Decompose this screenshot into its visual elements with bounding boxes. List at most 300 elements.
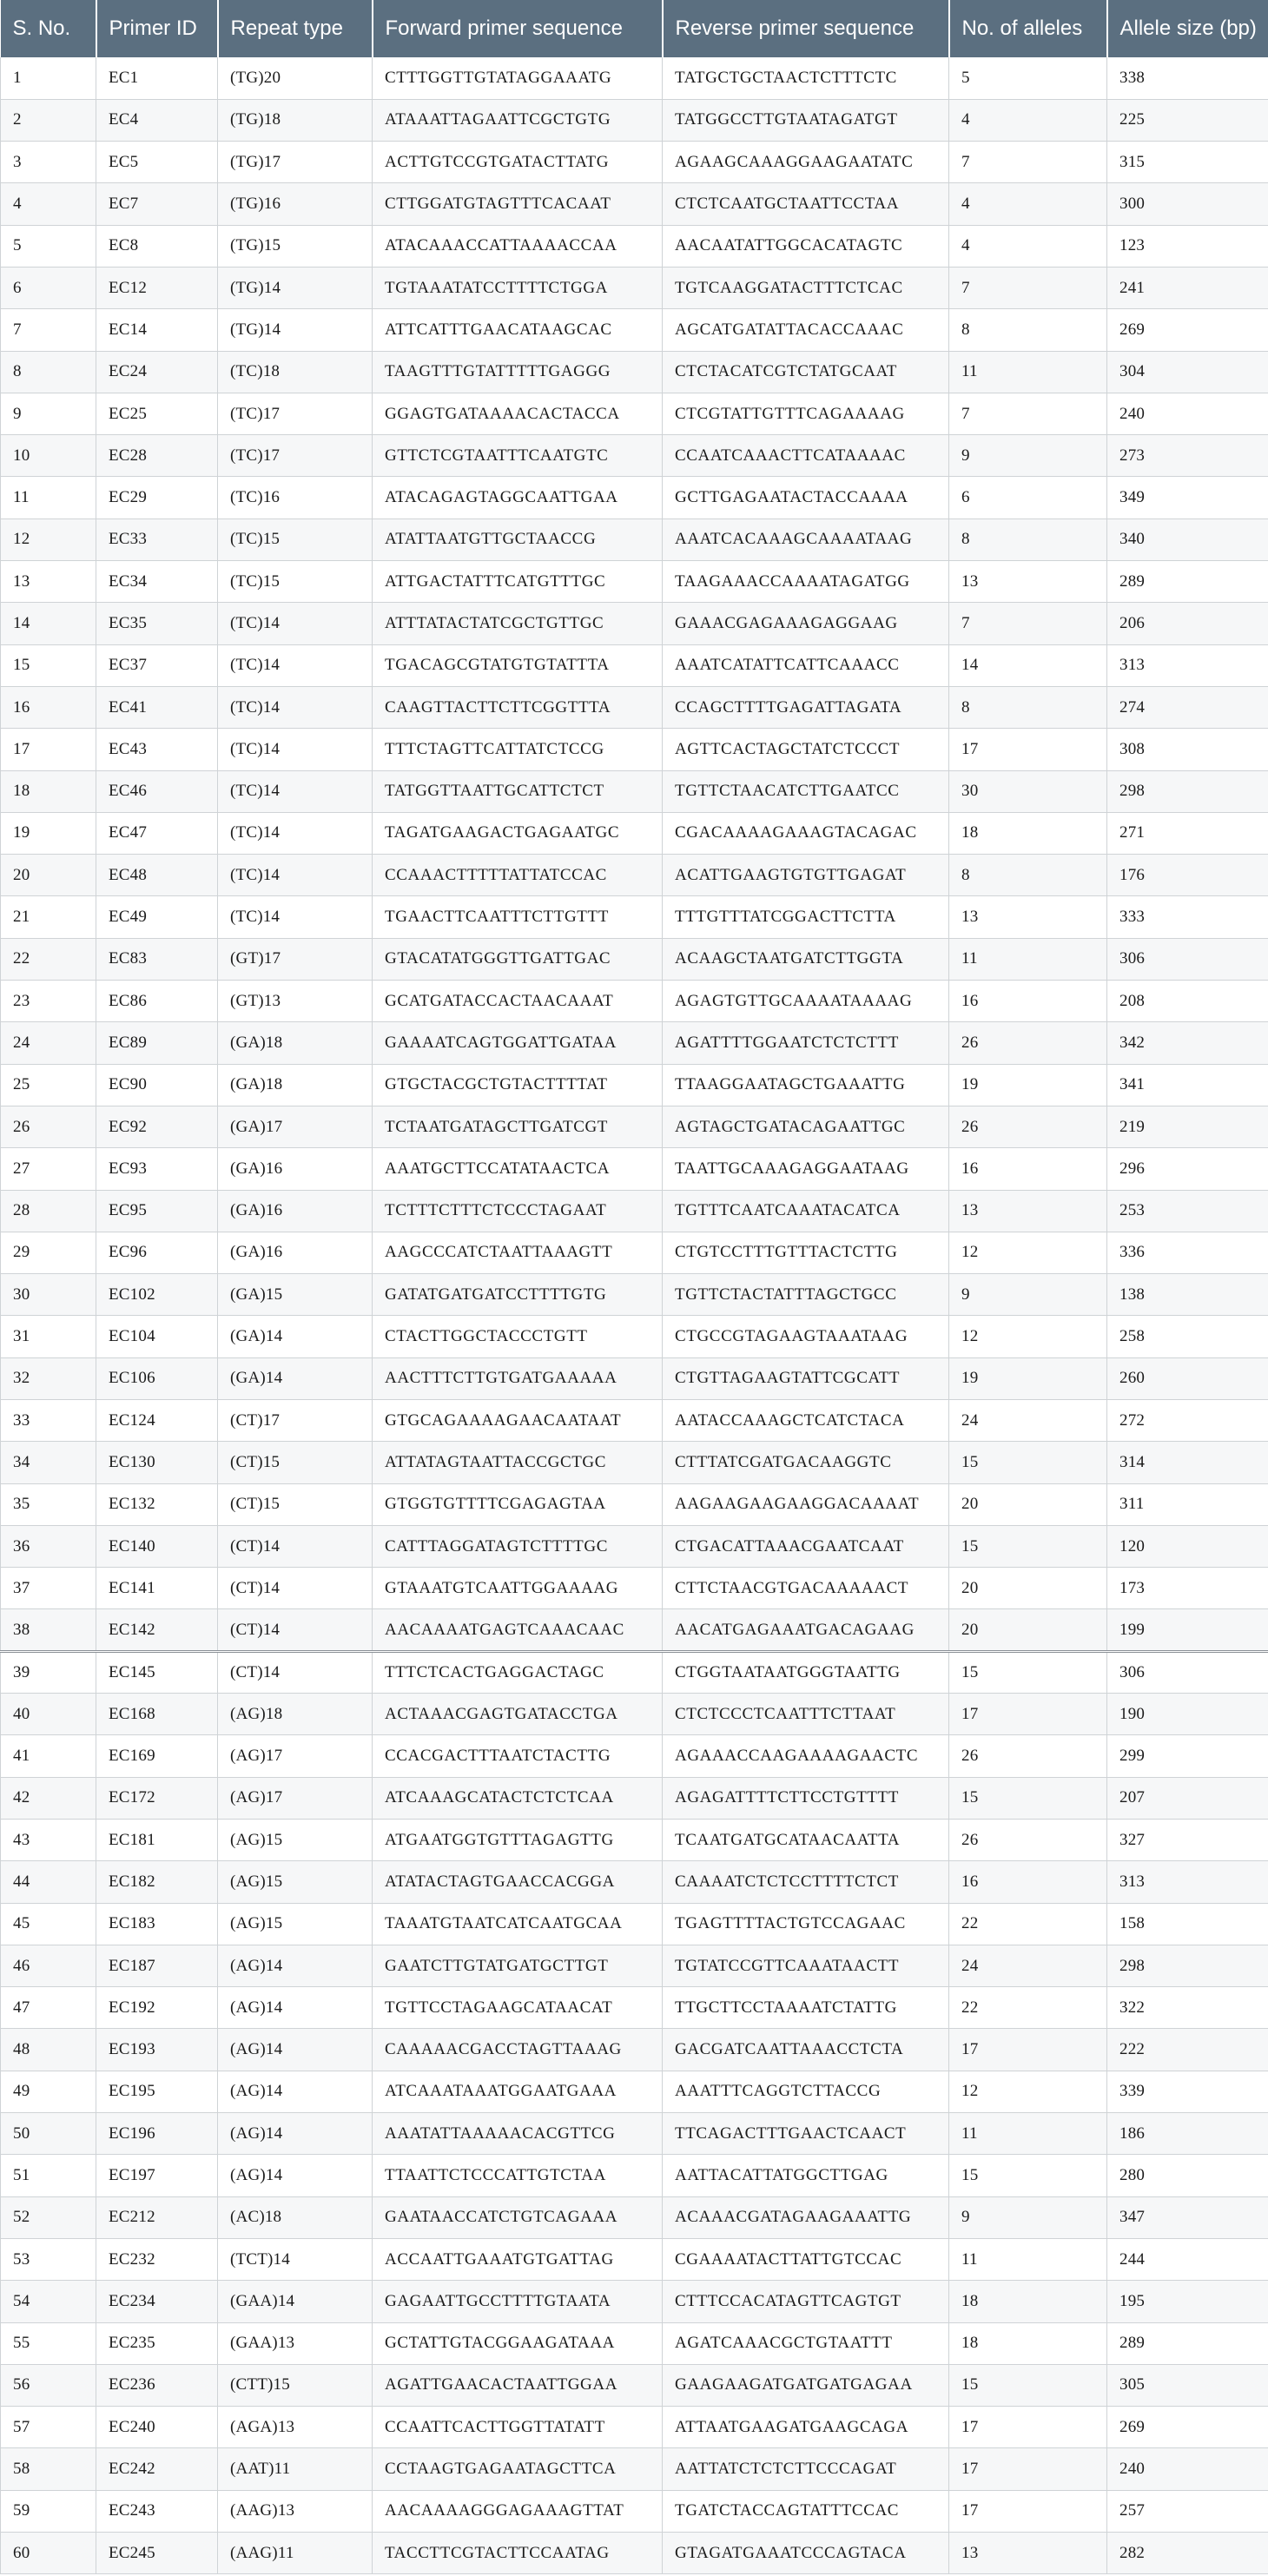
cell-allele-size: 253 bbox=[1107, 1190, 1268, 1232]
cell-repeat-type: (AAG)11 bbox=[218, 2533, 373, 2574]
cell-primer-id: EC212 bbox=[96, 2196, 218, 2238]
cell-repeat-type: (AG)15 bbox=[218, 1819, 373, 1860]
table-row bbox=[1, 1819, 1268, 1860]
cell-allele-size: 176 bbox=[1107, 855, 1268, 896]
cell-serial-number: 14 bbox=[1, 603, 96, 644]
cell-repeat-type: (TG)15 bbox=[218, 225, 373, 267]
cell-number-of-alleles: 20 bbox=[949, 1483, 1107, 1525]
cell-primer-id: EC192 bbox=[96, 1987, 218, 2029]
cell-forward-primer: GTACATATGGGTTGATTGAC bbox=[373, 938, 663, 980]
table-row bbox=[1, 1735, 1268, 1777]
cell-primer-id: EC245 bbox=[96, 2533, 218, 2574]
cell-primer-id: EC242 bbox=[96, 2448, 218, 2490]
cell-forward-primer: AACTTTCTTGTGATGAAAAA bbox=[373, 1357, 663, 1399]
table-row bbox=[1, 938, 1268, 980]
cell-repeat-type: (GA)16 bbox=[218, 1190, 373, 1232]
cell-reverse-primer: AGAGATTTTCTTCCTGTTTT bbox=[663, 1777, 949, 1819]
cell-repeat-type: (GA)17 bbox=[218, 1106, 373, 1147]
cell-reverse-primer: TATGGCCTTGTAATAGATGT bbox=[663, 99, 949, 141]
table-row bbox=[1, 142, 1268, 183]
cell-serial-number: 12 bbox=[1, 519, 96, 560]
cell-allele-size: 314 bbox=[1107, 1442, 1268, 1483]
cell-primer-id: EC86 bbox=[96, 981, 218, 1022]
cell-primer-id: EC104 bbox=[96, 1316, 218, 1357]
cell-number-of-alleles: 11 bbox=[949, 2238, 1107, 2280]
cell-number-of-alleles: 15 bbox=[949, 2364, 1107, 2406]
cell-primer-id: EC47 bbox=[96, 812, 218, 854]
cell-serial-number: 45 bbox=[1, 1903, 96, 1945]
cell-serial-number: 23 bbox=[1, 981, 96, 1022]
cell-number-of-alleles: 26 bbox=[949, 1735, 1107, 1777]
cell-primer-id: EC142 bbox=[96, 1609, 218, 1651]
cell-reverse-primer: AAATTTCAGGTCTTACCG bbox=[663, 2071, 949, 2112]
cell-repeat-type: (AG)14 bbox=[218, 1987, 373, 2029]
cell-serial-number: 40 bbox=[1, 1694, 96, 1735]
cell-serial-number: 10 bbox=[1, 435, 96, 477]
cell-repeat-type: (TC)16 bbox=[218, 477, 373, 519]
table-row bbox=[1, 1777, 1268, 1819]
cell-repeat-type: (GA)14 bbox=[218, 1357, 373, 1399]
cell-forward-primer: CCAAACTTTTTATTATCCAC bbox=[373, 855, 663, 896]
cell-primer-id: EC49 bbox=[96, 896, 218, 938]
cell-forward-primer: ATTTATACTATCGCTGTTGC bbox=[373, 603, 663, 644]
cell-serial-number: 13 bbox=[1, 561, 96, 603]
cell-number-of-alleles: 7 bbox=[949, 142, 1107, 183]
cell-number-of-alleles: 8 bbox=[949, 309, 1107, 351]
cell-serial-number: 25 bbox=[1, 1064, 96, 1106]
table-row bbox=[1, 603, 1268, 644]
cell-primer-id: EC1 bbox=[96, 57, 218, 99]
cell-reverse-primer: TTAAGGAATAGCTGAAATTG bbox=[663, 1064, 949, 1106]
cell-reverse-primer: GAAGAAGATGATGATGAGAA bbox=[663, 2364, 949, 2406]
cell-forward-primer: GCATGATACCACTAACAAAT bbox=[373, 981, 663, 1022]
cell-number-of-alleles: 4 bbox=[949, 99, 1107, 141]
cell-forward-primer: TCTAATGATAGCTTGATCGT bbox=[373, 1106, 663, 1147]
cell-reverse-primer: CCAATCAAACTTCATAAAAC bbox=[663, 435, 949, 477]
cell-number-of-alleles: 16 bbox=[949, 1861, 1107, 1903]
cell-reverse-primer: TGTTTCAATCAAATACATCA bbox=[663, 1190, 949, 1232]
cell-reverse-primer: AATTATCTCTCTTCCCAGAT bbox=[663, 2448, 949, 2490]
cell-number-of-alleles: 6 bbox=[949, 477, 1107, 519]
cell-allele-size: 306 bbox=[1107, 1651, 1268, 1693]
cell-number-of-alleles: 20 bbox=[949, 1609, 1107, 1651]
table-row bbox=[1, 855, 1268, 896]
cell-serial-number: 34 bbox=[1, 1442, 96, 1483]
cell-reverse-primer: TGTCAAGGATACTTTCTCAC bbox=[663, 267, 949, 308]
cell-reverse-primer: ACAAACGATAGAAGAAATTG bbox=[663, 2196, 949, 2238]
cell-primer-id: EC4 bbox=[96, 99, 218, 141]
cell-forward-primer: CCACGACTTTAATCTACTTG bbox=[373, 1735, 663, 1777]
cell-forward-primer: GCTATTGTACGGAAGATAAA bbox=[373, 2322, 663, 2364]
cell-number-of-alleles: 20 bbox=[949, 1568, 1107, 1609]
cell-forward-primer: TAAGTTTGTATTTTTGAGGG bbox=[373, 351, 663, 393]
table-row bbox=[1, 644, 1268, 686]
cell-repeat-type: (TC)18 bbox=[218, 351, 373, 393]
cell-allele-size: 199 bbox=[1107, 1609, 1268, 1651]
cell-number-of-alleles: 15 bbox=[949, 1777, 1107, 1819]
cell-reverse-primer: AGAAGCAAAGGAAGAATATC bbox=[663, 142, 949, 183]
cell-serial-number: 32 bbox=[1, 1357, 96, 1399]
cell-number-of-alleles: 15 bbox=[949, 1442, 1107, 1483]
cell-primer-id: EC14 bbox=[96, 309, 218, 351]
cell-reverse-primer: ACATTGAAGTGTGTTGAGAT bbox=[663, 855, 949, 896]
cell-number-of-alleles: 19 bbox=[949, 1064, 1107, 1106]
cell-allele-size: 173 bbox=[1107, 1568, 1268, 1609]
cell-reverse-primer: AATTACATTATGGCTTGAG bbox=[663, 2155, 949, 2196]
table-row bbox=[1, 393, 1268, 434]
cell-repeat-type: (GA)16 bbox=[218, 1148, 373, 1190]
cell-serial-number: 9 bbox=[1, 393, 96, 434]
cell-repeat-type: (CT)14 bbox=[218, 1568, 373, 1609]
cell-number-of-alleles: 9 bbox=[949, 1274, 1107, 1316]
cell-allele-size: 308 bbox=[1107, 729, 1268, 770]
cell-repeat-type: (AG)18 bbox=[218, 1694, 373, 1735]
cell-serial-number: 26 bbox=[1, 1106, 96, 1147]
cell-repeat-type: (TC)14 bbox=[218, 812, 373, 854]
table-row bbox=[1, 2490, 1268, 2532]
table-row bbox=[1, 2364, 1268, 2406]
cell-number-of-alleles: 18 bbox=[949, 2322, 1107, 2364]
cell-serial-number: 11 bbox=[1, 477, 96, 519]
cell-allele-size: 269 bbox=[1107, 2407, 1268, 2448]
cell-allele-size: 219 bbox=[1107, 1106, 1268, 1147]
cell-reverse-primer: AAGAAGAAGAAGGACAAAAT bbox=[663, 1483, 949, 1525]
cell-number-of-alleles: 11 bbox=[949, 351, 1107, 393]
cell-allele-size: 349 bbox=[1107, 477, 1268, 519]
cell-allele-size: 313 bbox=[1107, 1861, 1268, 1903]
cell-primer-id: EC12 bbox=[96, 267, 218, 308]
cell-primer-id: EC37 bbox=[96, 644, 218, 686]
cell-allele-size: 273 bbox=[1107, 435, 1268, 477]
table-row bbox=[1, 1106, 1268, 1147]
cell-repeat-type: (CT)14 bbox=[218, 1525, 373, 1567]
table-row bbox=[1, 1400, 1268, 1442]
table-row bbox=[1, 2238, 1268, 2280]
cell-number-of-alleles: 19 bbox=[949, 1357, 1107, 1399]
cell-reverse-primer: TTGCTTCCTAAAATCTATTG bbox=[663, 1987, 949, 2029]
cell-number-of-alleles: 26 bbox=[949, 1819, 1107, 1860]
cell-reverse-primer: ACAAGCTAATGATCTTGGTA bbox=[663, 938, 949, 980]
cell-serial-number: 47 bbox=[1, 1987, 96, 2029]
cell-allele-size: 240 bbox=[1107, 393, 1268, 434]
cell-forward-primer: ATACAAACCATTAAAACCAA bbox=[373, 225, 663, 267]
cell-repeat-type: (AG)14 bbox=[218, 2071, 373, 2112]
cell-reverse-primer: CGAAAATACTTATTGTCCAC bbox=[663, 2238, 949, 2280]
cell-forward-primer: CTACTTGGCTACCCTGTT bbox=[373, 1316, 663, 1357]
cell-primer-id: EC140 bbox=[96, 1525, 218, 1567]
cell-repeat-type: (CT)17 bbox=[218, 1400, 373, 1442]
cell-number-of-alleles: 8 bbox=[949, 519, 1107, 560]
cell-number-of-alleles: 7 bbox=[949, 603, 1107, 644]
cell-number-of-alleles: 8 bbox=[949, 686, 1107, 728]
cell-repeat-type: (AG)17 bbox=[218, 1735, 373, 1777]
table-body bbox=[1, 57, 1268, 2574]
cell-primer-id: EC5 bbox=[96, 142, 218, 183]
cell-number-of-alleles: 18 bbox=[949, 2281, 1107, 2322]
cell-repeat-type: (GT)13 bbox=[218, 981, 373, 1022]
cell-serial-number: 17 bbox=[1, 729, 96, 770]
cell-number-of-alleles: 9 bbox=[949, 435, 1107, 477]
cell-serial-number: 18 bbox=[1, 770, 96, 812]
cell-primer-id: EC187 bbox=[96, 1945, 218, 1986]
table-row bbox=[1, 435, 1268, 477]
cell-number-of-alleles: 12 bbox=[949, 2071, 1107, 2112]
cell-serial-number: 4 bbox=[1, 183, 96, 225]
cell-forward-primer: TGTTCCTAGAAGCATAACAT bbox=[373, 1987, 663, 2029]
cell-serial-number: 31 bbox=[1, 1316, 96, 1357]
cell-forward-primer: GTGCAGAAAAGAACAATAAT bbox=[373, 1400, 663, 1442]
cell-allele-size: 272 bbox=[1107, 1400, 1268, 1442]
cell-repeat-type: (TC)14 bbox=[218, 770, 373, 812]
cell-repeat-type: (TC)14 bbox=[218, 896, 373, 938]
cell-forward-primer: TCTTTCTTTCTCCCTAGAAT bbox=[373, 1190, 663, 1232]
cell-primer-id: EC34 bbox=[96, 561, 218, 603]
cell-repeat-type: (TG)17 bbox=[218, 142, 373, 183]
cell-primer-id: EC35 bbox=[96, 603, 218, 644]
cell-serial-number: 53 bbox=[1, 2238, 96, 2280]
cell-reverse-primer: CTTTCCACATAGTTCAGTGT bbox=[663, 2281, 949, 2322]
cell-number-of-alleles: 24 bbox=[949, 1945, 1107, 1986]
table-row bbox=[1, 2155, 1268, 2196]
cell-primer-id: EC90 bbox=[96, 1064, 218, 1106]
cell-reverse-primer: CTGCCGTAGAAGTAAATAAG bbox=[663, 1316, 949, 1357]
cell-repeat-type: (AGA)13 bbox=[218, 2407, 373, 2448]
table-row bbox=[1, 1903, 1268, 1945]
cell-primer-id: EC106 bbox=[96, 1357, 218, 1399]
cell-repeat-type: (AG)14 bbox=[218, 2113, 373, 2155]
cell-primer-id: EC89 bbox=[96, 1022, 218, 1064]
cell-reverse-primer: GCTTGAGAATACTACCAAAA bbox=[663, 477, 949, 519]
cell-serial-number: 35 bbox=[1, 1483, 96, 1525]
cell-repeat-type: (TC)15 bbox=[218, 561, 373, 603]
cell-reverse-primer: AAATCATATTCATTCAAACC bbox=[663, 644, 949, 686]
cell-forward-primer: AAGCCCATCTAATTAAAGTT bbox=[373, 1232, 663, 1273]
cell-repeat-type: (CT)15 bbox=[218, 1483, 373, 1525]
table-row bbox=[1, 2029, 1268, 2071]
cell-allele-size: 222 bbox=[1107, 2029, 1268, 2071]
cell-allele-size: 305 bbox=[1107, 2364, 1268, 2406]
cell-number-of-alleles: 13 bbox=[949, 1190, 1107, 1232]
cell-repeat-type: (AG)14 bbox=[218, 1945, 373, 1986]
cell-reverse-primer: TAAGAAACCAAAATAGATGG bbox=[663, 561, 949, 603]
cell-allele-size: 339 bbox=[1107, 2071, 1268, 2112]
cell-serial-number: 21 bbox=[1, 896, 96, 938]
cell-primer-id: EC240 bbox=[96, 2407, 218, 2448]
cell-repeat-type: (GA)18 bbox=[218, 1064, 373, 1106]
cell-number-of-alleles: 5 bbox=[949, 57, 1107, 99]
cell-allele-size: 190 bbox=[1107, 1694, 1268, 1735]
cell-forward-primer: AGATTGAACACTAATTGGAA bbox=[373, 2364, 663, 2406]
cell-primer-id: EC243 bbox=[96, 2490, 218, 2532]
table-row bbox=[1, 2533, 1268, 2574]
table-row bbox=[1, 1022, 1268, 1064]
table-row bbox=[1, 57, 1268, 99]
header-serial-number: S. No. bbox=[1, 0, 96, 57]
cell-forward-primer: TTTCTCACTGAGGACTAGC bbox=[373, 1651, 663, 1693]
cell-repeat-type: (CT)14 bbox=[218, 1651, 373, 1693]
cell-forward-primer: TATGGTTAATTGCATTCTCT bbox=[373, 770, 663, 812]
cell-forward-primer: GGAGTGATAAAACACTACCA bbox=[373, 393, 663, 434]
cell-forward-primer: GTGGTGTTTTCGAGAGTAA bbox=[373, 1483, 663, 1525]
table-row bbox=[1, 351, 1268, 393]
cell-primer-id: EC41 bbox=[96, 686, 218, 728]
cell-forward-primer: GAATAACCATCTGTCAGAAA bbox=[373, 2196, 663, 2238]
table-row bbox=[1, 309, 1268, 351]
header-forward-primer: Forward primer sequence bbox=[373, 0, 663, 57]
cell-forward-primer: TACCTTCGTACTTCCAATAG bbox=[373, 2533, 663, 2574]
cell-forward-primer: GTGCTACGCTGTACTTTTAT bbox=[373, 1064, 663, 1106]
cell-forward-primer: GATATGATGATCCTTTTGTG bbox=[373, 1274, 663, 1316]
cell-reverse-primer: AGATTTTGGAATCTCTCTTT bbox=[663, 1022, 949, 1064]
cell-primer-id: EC197 bbox=[96, 2155, 218, 2196]
table-row bbox=[1, 2407, 1268, 2448]
cell-repeat-type: (GA)14 bbox=[218, 1316, 373, 1357]
cell-serial-number: 22 bbox=[1, 938, 96, 980]
cell-number-of-alleles: 16 bbox=[949, 1148, 1107, 1190]
cell-forward-primer: ACTTGTCCGTGATACTTATG bbox=[373, 142, 663, 183]
cell-primer-id: EC234 bbox=[96, 2281, 218, 2322]
cell-serial-number: 49 bbox=[1, 2071, 96, 2112]
cell-repeat-type: (TG)14 bbox=[218, 267, 373, 308]
cell-number-of-alleles: 7 bbox=[949, 267, 1107, 308]
table-row bbox=[1, 477, 1268, 519]
cell-reverse-primer: GACGATCAATTAAACCTCTA bbox=[663, 2029, 949, 2071]
cell-serial-number: 20 bbox=[1, 855, 96, 896]
cell-number-of-alleles: 30 bbox=[949, 770, 1107, 812]
cell-allele-size: 311 bbox=[1107, 1483, 1268, 1525]
cell-forward-primer: GAATCTTGTATGATGCTTGT bbox=[373, 1945, 663, 1986]
cell-allele-size: 206 bbox=[1107, 603, 1268, 644]
cell-primer-id: EC83 bbox=[96, 938, 218, 980]
cell-repeat-type: (TC)14 bbox=[218, 729, 373, 770]
cell-forward-primer: CAAAAACGACCTAGTTAAAG bbox=[373, 2029, 663, 2071]
cell-repeat-type: (TG)16 bbox=[218, 183, 373, 225]
cell-allele-size: 313 bbox=[1107, 644, 1268, 686]
cell-forward-primer: AAATGCTTCCATATAACTCA bbox=[373, 1148, 663, 1190]
cell-repeat-type: (TC)14 bbox=[218, 686, 373, 728]
cell-reverse-primer: CTCTACATCGTCTATGCAAT bbox=[663, 351, 949, 393]
cell-serial-number: 8 bbox=[1, 351, 96, 393]
cell-forward-primer: CTTGGATGTAGTTTCACAAT bbox=[373, 183, 663, 225]
cell-reverse-primer: AGTTCACTAGCTATCTCCCT bbox=[663, 729, 949, 770]
cell-allele-size: 322 bbox=[1107, 1987, 1268, 2029]
cell-serial-number: 50 bbox=[1, 2113, 96, 2155]
cell-repeat-type: (TCT)14 bbox=[218, 2238, 373, 2280]
cell-primer-id: EC181 bbox=[96, 1819, 218, 1860]
cell-primer-id: EC232 bbox=[96, 2238, 218, 2280]
cell-forward-primer: AAATATTAAAAACACGTTCG bbox=[373, 2113, 663, 2155]
cell-primer-id: EC95 bbox=[96, 1190, 218, 1232]
cell-allele-size: 298 bbox=[1107, 1945, 1268, 1986]
table-row bbox=[1, 1232, 1268, 1273]
cell-allele-size: 298 bbox=[1107, 770, 1268, 812]
cell-number-of-alleles: 17 bbox=[949, 729, 1107, 770]
table-row bbox=[1, 1525, 1268, 1567]
header-allele-size: Allele size (bp) bbox=[1119, 17, 1257, 40]
cell-allele-size: 289 bbox=[1107, 561, 1268, 603]
cell-number-of-alleles: 11 bbox=[949, 938, 1107, 980]
cell-repeat-type: (TC)14 bbox=[218, 603, 373, 644]
cell-forward-primer: ATATTAATGTTGCTAACCG bbox=[373, 519, 663, 560]
cell-forward-primer: ATACAGAGTAGGCAATTGAA bbox=[373, 477, 663, 519]
cell-number-of-alleles: 12 bbox=[949, 1232, 1107, 1273]
cell-serial-number: 44 bbox=[1, 1861, 96, 1903]
cell-number-of-alleles: 13 bbox=[949, 896, 1107, 938]
cell-serial-number: 48 bbox=[1, 2029, 96, 2071]
table-row bbox=[1, 896, 1268, 938]
cell-reverse-primer: CAAAATCTCTCCTTTTCTCT bbox=[663, 1861, 949, 1903]
cell-primer-id: EC96 bbox=[96, 1232, 218, 1273]
cell-allele-size: 269 bbox=[1107, 309, 1268, 351]
cell-reverse-primer: AGATCAAACGCTGTAATTT bbox=[663, 2322, 949, 2364]
cell-forward-primer: CTTTGGTTGTATAGGAAATG bbox=[373, 57, 663, 99]
cell-number-of-alleles: 17 bbox=[949, 2490, 1107, 2532]
cell-allele-size: 299 bbox=[1107, 1735, 1268, 1777]
cell-forward-primer: GTAAATGTCAATTGGAAAAG bbox=[373, 1568, 663, 1609]
cell-serial-number: 52 bbox=[1, 2196, 96, 2238]
cell-number-of-alleles: 15 bbox=[949, 1525, 1107, 1567]
cell-reverse-primer: AGTAGCTGATACAGAATTGC bbox=[663, 1106, 949, 1147]
table-row bbox=[1, 183, 1268, 225]
cell-allele-size: 340 bbox=[1107, 519, 1268, 560]
table-header-row bbox=[1, 0, 1268, 57]
cell-serial-number: 51 bbox=[1, 2155, 96, 2196]
table-row bbox=[1, 1357, 1268, 1399]
cell-allele-size: 296 bbox=[1107, 1148, 1268, 1190]
cell-forward-primer: TGTAAATATCCTTTTCTGGA bbox=[373, 267, 663, 308]
cell-number-of-alleles: 17 bbox=[949, 2448, 1107, 2490]
cell-forward-primer: GAAAATCAGTGGATTGATAA bbox=[373, 1022, 663, 1064]
cell-primer-id: EC235 bbox=[96, 2322, 218, 2364]
cell-reverse-primer: CTCGTATTGTTTCAGAAAAG bbox=[663, 393, 949, 434]
cell-number-of-alleles: 15 bbox=[949, 1651, 1107, 1693]
cell-forward-primer: CCTAAGTGAGAATAGCTTCA bbox=[373, 2448, 663, 2490]
cell-primer-id: EC145 bbox=[96, 1651, 218, 1693]
cell-reverse-primer: GAAACGAGAAAGAGGAAG bbox=[663, 603, 949, 644]
table-row bbox=[1, 1651, 1268, 1693]
table-row bbox=[1, 1945, 1268, 1986]
cell-serial-number: 36 bbox=[1, 1525, 96, 1567]
table-row bbox=[1, 1568, 1268, 1609]
cell-allele-size: 244 bbox=[1107, 2238, 1268, 2280]
cell-primer-id: EC43 bbox=[96, 729, 218, 770]
cell-forward-primer: GAGAATTGCCTTTTGTAATA bbox=[373, 2281, 663, 2322]
cell-repeat-type: (GA)18 bbox=[218, 1022, 373, 1064]
cell-allele-size: 186 bbox=[1107, 2113, 1268, 2155]
cell-number-of-alleles: 22 bbox=[949, 1987, 1107, 2029]
cell-forward-primer: ATATACTAGTGAACCACGGA bbox=[373, 1861, 663, 1903]
cell-serial-number: 60 bbox=[1, 2533, 96, 2574]
cell-allele-size: 225 bbox=[1107, 99, 1268, 141]
cell-allele-size: 341 bbox=[1107, 1064, 1268, 1106]
cell-serial-number: 16 bbox=[1, 686, 96, 728]
cell-repeat-type: (TC)17 bbox=[218, 393, 373, 434]
cell-allele-size: 208 bbox=[1107, 981, 1268, 1022]
cell-repeat-type: (TC)15 bbox=[218, 519, 373, 560]
cell-primer-id: EC24 bbox=[96, 351, 218, 393]
table-row bbox=[1, 1274, 1268, 1316]
cell-number-of-alleles: 18 bbox=[949, 812, 1107, 854]
cell-number-of-alleles: 17 bbox=[949, 1694, 1107, 1735]
cell-serial-number: 55 bbox=[1, 2322, 96, 2364]
cell-repeat-type: (TG)18 bbox=[218, 99, 373, 141]
cell-primer-id: EC124 bbox=[96, 1400, 218, 1442]
cell-primer-id: EC182 bbox=[96, 1861, 218, 1903]
cell-primer-id: EC196 bbox=[96, 2113, 218, 2155]
cell-number-of-alleles: 11 bbox=[949, 2113, 1107, 2155]
cell-serial-number: 37 bbox=[1, 1568, 96, 1609]
cell-primer-id: EC33 bbox=[96, 519, 218, 560]
